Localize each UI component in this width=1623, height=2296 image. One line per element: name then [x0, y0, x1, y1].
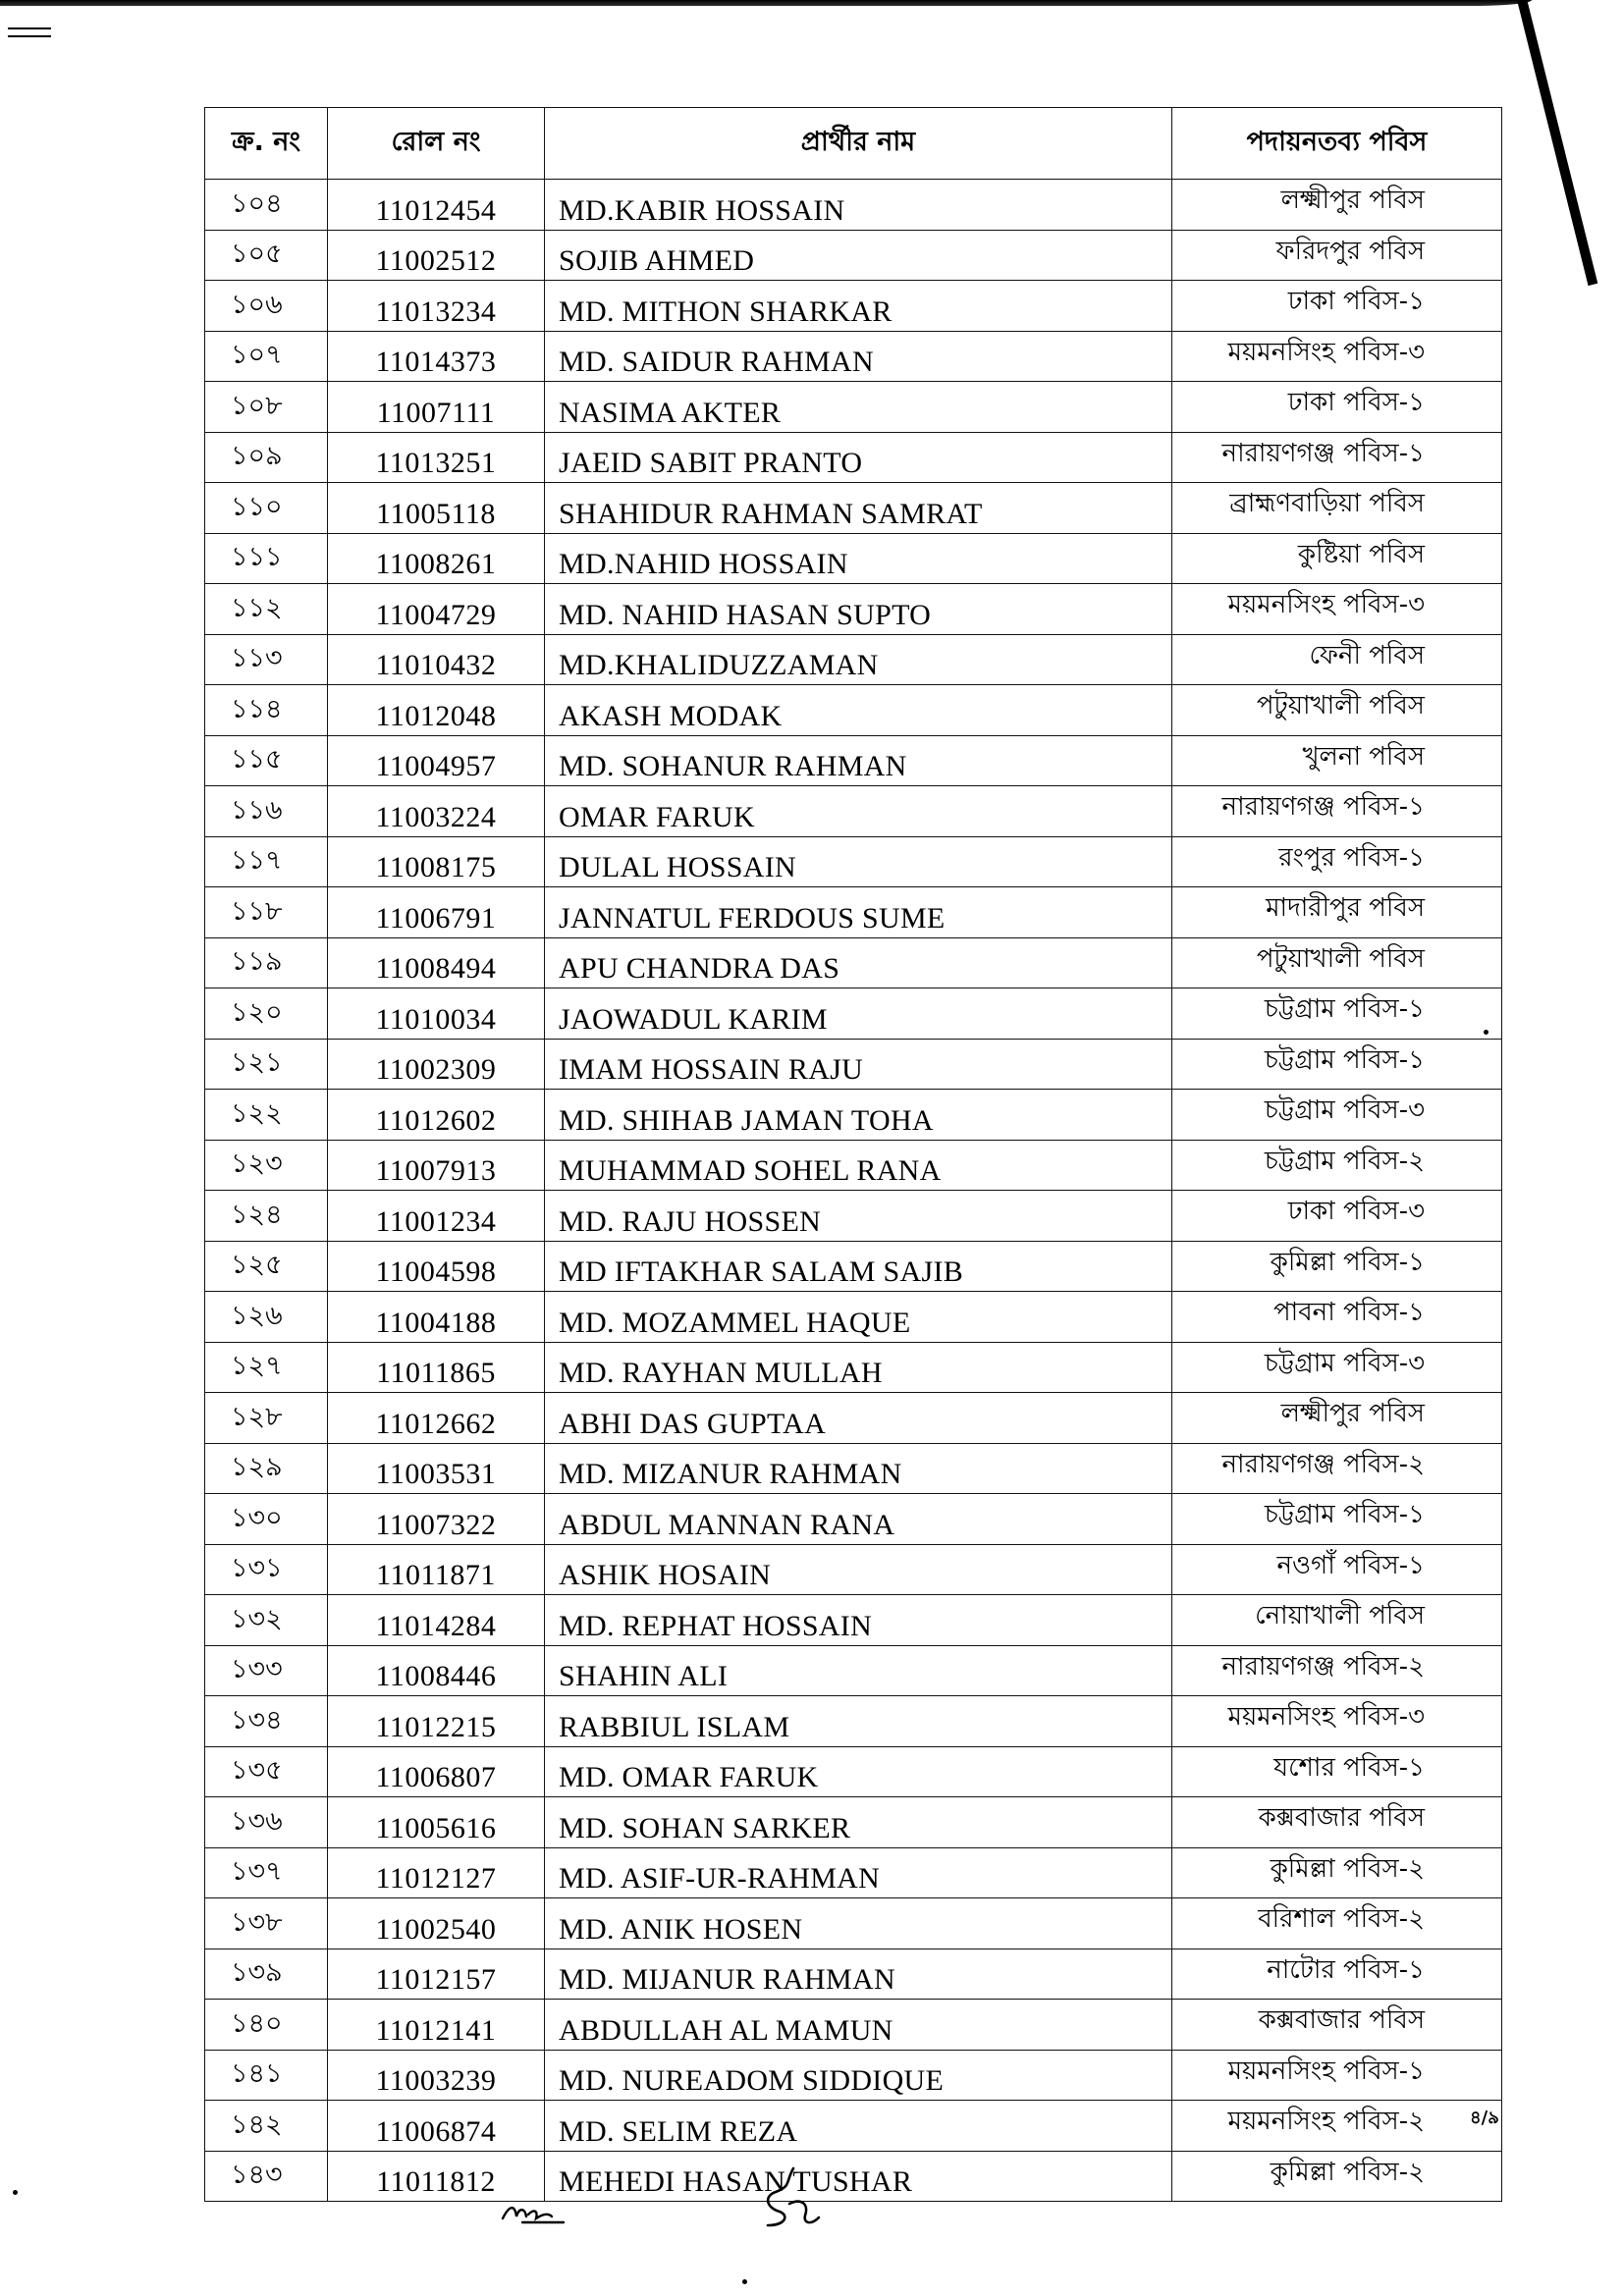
cell-office: চট্টগ্রাম পবিস-১	[1172, 1494, 1502, 1545]
cell-serial: ১১৫	[205, 735, 328, 786]
cell-serial: ১৩৩	[205, 1645, 328, 1696]
table-row	[205, 1645, 1502, 1696]
cell-roll: 11010432	[328, 634, 545, 685]
cell-roll: 11005118	[328, 483, 545, 534]
cell-serial: ১০৬	[205, 281, 328, 332]
cell-name: MD.KHALIDUZZAMAN	[545, 634, 1172, 685]
table-row	[205, 230, 1502, 281]
cell-office: ময়মনসিংহ পবিস-৩	[1172, 1696, 1502, 1747]
cell-serial: ১৩৯	[205, 1949, 328, 2000]
table-row	[205, 1140, 1502, 1191]
cell-name: ASHIK HOSAIN	[545, 1544, 1172, 1595]
cell-roll: 11008494	[328, 937, 545, 988]
cell-name: IMAM HOSSAIN RAJU	[545, 1039, 1172, 1090]
table-row	[205, 1039, 1502, 1090]
cell-serial: ১২৯	[205, 1443, 328, 1494]
cell-name: OMAR FARUK	[545, 786, 1172, 837]
cell-office: পাবনা পবিস-১	[1172, 1292, 1502, 1343]
cell-name: JAEID SABIT PRANTO	[545, 432, 1172, 483]
table-row	[205, 1292, 1502, 1343]
cell-serial: ১১৭	[205, 836, 328, 887]
cell-office: লক্ষ্মীপুর পবিস	[1172, 180, 1502, 231]
table-row	[205, 584, 1502, 635]
table-row	[205, 1949, 1502, 2000]
cell-serial: ১২৭	[205, 1342, 328, 1393]
cell-office: ঢাকা পবিস-৩	[1172, 1191, 1502, 1242]
stray-mark	[742, 2279, 747, 2284]
table-row	[205, 735, 1502, 786]
cell-office: নারায়ণগঞ্জ পবিস-১	[1172, 786, 1502, 837]
table-row	[205, 533, 1502, 584]
table-row	[205, 988, 1502, 1040]
cell-office: ময়মনসিংহ পবিস-২	[1172, 2101, 1502, 2152]
cell-name: SOJIB AHMED	[545, 230, 1172, 281]
cell-name: MD. MIJANUR RAHMAN	[545, 1949, 1172, 2000]
cell-office: নওগাঁ পবিস-১	[1172, 1544, 1502, 1595]
cell-name: APU CHANDRA DAS	[545, 937, 1172, 988]
table-row	[205, 1191, 1502, 1242]
cell-office: কুষ্টিয়া পবিস	[1172, 533, 1502, 584]
cell-serial: ১০৯	[205, 432, 328, 483]
table-row	[205, 483, 1502, 534]
cell-serial: ১১৮	[205, 887, 328, 938]
cell-office: কুমিল্লা পবিস-২	[1172, 2151, 1502, 2202]
cell-serial: ১৩৬	[205, 1797, 328, 1848]
table-row	[205, 1393, 1502, 1444]
cell-roll: 11012157	[328, 1949, 545, 2000]
cell-office: চট্টগ্রাম পবিস-১	[1172, 1039, 1502, 1090]
cell-name: MD. ASIF-UR-RAHMAN	[545, 1847, 1172, 1898]
cell-roll: 11005616	[328, 1797, 545, 1848]
table-row	[205, 634, 1502, 685]
cell-office: খুলনা পবিস	[1172, 735, 1502, 786]
cell-office: নাটোর পবিস-১	[1172, 1949, 1502, 2000]
candidate-posting-table	[204, 107, 1502, 2202]
table-row	[205, 1797, 1502, 1848]
cell-roll: 11002309	[328, 1039, 545, 1090]
cell-name: MD. SELIM REZA	[545, 2101, 1172, 2152]
table-row	[205, 836, 1502, 887]
cell-name: MD. SAIDUR RAHMAN	[545, 331, 1172, 382]
header-serial: ক্র. নং	[205, 108, 328, 180]
scan-edge-right	[1517, 0, 1597, 286]
cell-office: কক্সবাজার পবিস	[1172, 2000, 1502, 2051]
cell-serial: ১৩৫	[205, 1746, 328, 1797]
cell-name: DULAL HOSSAIN	[545, 836, 1172, 887]
cell-serial: ১১৩	[205, 634, 328, 685]
cell-roll: 11014284	[328, 1595, 545, 1646]
stray-mark	[13, 2190, 18, 2195]
cell-serial: ১১২	[205, 584, 328, 635]
table-row	[205, 1443, 1502, 1494]
table-row	[205, 1847, 1502, 1898]
cell-name: MUHAMMAD SOHEL RANA	[545, 1140, 1172, 1191]
cell-roll: 11008175	[328, 836, 545, 887]
cell-serial: ১৩১	[205, 1544, 328, 1595]
cell-serial: ১২৬	[205, 1292, 328, 1343]
cell-roll: 11012127	[328, 1847, 545, 1898]
cell-office: যশোর পবিস-১	[1172, 1746, 1502, 1797]
table-row	[205, 1494, 1502, 1545]
cell-office: ময়মনসিংহ পবিস-৩	[1172, 331, 1502, 382]
cell-serial: ১২৮	[205, 1393, 328, 1444]
cell-roll: 11002512	[328, 230, 545, 281]
header-office: পদায়নতব্য পবিস	[1172, 108, 1502, 180]
cell-office: ফরিদপুর পবিস	[1172, 230, 1502, 281]
cell-serial: ১৩৪	[205, 1696, 328, 1747]
cell-serial: ১১৬	[205, 786, 328, 837]
cell-name: MD. NAHID HASAN SUPTO	[545, 584, 1172, 635]
cell-name: ABDUL MANNAN RANA	[545, 1494, 1172, 1545]
cell-serial: ১১০	[205, 483, 328, 534]
cell-serial: ১০৫	[205, 230, 328, 281]
cell-serial: ১৩৮	[205, 1898, 328, 1949]
cell-name: MD. REPHAT HOSSAIN	[545, 1595, 1172, 1646]
cell-name: MD. RAJU HOSSEN	[545, 1191, 1172, 1242]
cell-roll: 11011871	[328, 1544, 545, 1595]
cell-office: ঢাকা পবিস-১	[1172, 382, 1502, 433]
cell-office: কুমিল্লা পবিস-২	[1172, 1847, 1502, 1898]
table-row	[205, 1544, 1502, 1595]
cell-roll: 11002540	[328, 1898, 545, 1949]
cell-name: SHAHIN ALI	[545, 1645, 1172, 1696]
cell-roll: 11004729	[328, 584, 545, 635]
cell-roll: 11010034	[328, 988, 545, 1040]
cell-roll: 11013251	[328, 432, 545, 483]
table-row	[205, 180, 1502, 231]
cell-office: মাদারীপুর পবিস	[1172, 887, 1502, 938]
cell-name: MD. MIZANUR RAHMAN	[545, 1443, 1172, 1494]
header-name: প্রার্থীর নাম	[545, 108, 1172, 180]
cell-office: চট্টগ্রাম পবিস-১	[1172, 988, 1502, 1040]
cell-serial: ১০৮	[205, 382, 328, 433]
cell-office: কক্সবাজার পবিস	[1172, 1797, 1502, 1848]
cell-serial: ১১১	[205, 533, 328, 584]
table-header-row	[205, 108, 1502, 180]
cell-serial: ১৩০	[205, 1494, 328, 1545]
cell-serial: ১২২	[205, 1090, 328, 1141]
table-row	[205, 281, 1502, 332]
cell-name: MD. SOHAN SARKER	[545, 1797, 1172, 1848]
cell-serial: ১৪০	[205, 2000, 328, 2051]
cell-office: পটুয়াখালী পবিস	[1172, 685, 1502, 736]
cell-serial: ১৩৭	[205, 1847, 328, 1898]
table-row	[205, 1342, 1502, 1393]
scan-edge-top	[0, 0, 1532, 6]
cell-serial: ১২৩	[205, 1140, 328, 1191]
scan-margin-mark	[8, 27, 51, 49]
cell-office: ফেনী পবিস	[1172, 634, 1502, 685]
cell-serial: ১২০	[205, 988, 328, 1040]
table-row	[205, 887, 1502, 938]
cell-name: ABHI DAS GUPTAA	[545, 1393, 1172, 1444]
cell-office: নারায়ণগঞ্জ পবিস-২	[1172, 1443, 1502, 1494]
cell-serial: ১২৪	[205, 1191, 328, 1242]
cell-roll: 11012048	[328, 685, 545, 736]
cell-name: RABBIUL ISLAM	[545, 1696, 1172, 1747]
table-row	[205, 331, 1502, 382]
cell-roll: 11008261	[328, 533, 545, 584]
table-row	[205, 786, 1502, 837]
cell-name: MD.NAHID HOSSAIN	[545, 533, 1172, 584]
cell-office: ময়মনসিংহ পবিস-৩	[1172, 584, 1502, 635]
cell-serial: ১৪২	[205, 2101, 328, 2152]
table-row	[205, 1090, 1502, 1141]
cell-office: চট্টগ্রাম পবিস-৩	[1172, 1090, 1502, 1141]
cell-name: AKASH MODAK	[545, 685, 1172, 736]
cell-name: MD. NUREADOM SIDDIQUE	[545, 2050, 1172, 2101]
handwritten-signature	[746, 2164, 835, 2233]
cell-name: MD. ANIK HOSEN	[545, 1898, 1172, 1949]
cell-roll: 11003224	[328, 786, 545, 837]
cell-office: ব্রাহ্মণবাড়িয়া পবিস	[1172, 483, 1502, 534]
cell-name: JANNATUL FERDOUS SUME	[545, 887, 1172, 938]
cell-name: NASIMA AKTER	[545, 382, 1172, 433]
cell-roll: 11013234	[328, 281, 545, 332]
cell-roll: 11012662	[328, 1393, 545, 1444]
handwritten-initial	[499, 2193, 577, 2228]
cell-office: ময়মনসিংহ পবিস-১	[1172, 2050, 1502, 2101]
cell-serial: ১০৭	[205, 331, 328, 382]
cell-name: MD.KABIR HOSSAIN	[545, 180, 1172, 231]
cell-name: ABDULLAH AL MAMUN	[545, 2000, 1172, 2051]
cell-roll: 11001234	[328, 1191, 545, 1242]
cell-roll: 11006807	[328, 1746, 545, 1797]
cell-serial: ১১৯	[205, 937, 328, 988]
cell-roll: 11004957	[328, 735, 545, 786]
cell-office: কুমিল্লা পবিস-১	[1172, 1241, 1502, 1292]
cell-serial: ১৪১	[205, 2050, 328, 2101]
cell-roll: 11011812	[328, 2151, 545, 2202]
cell-serial: ১৪৩	[205, 2151, 328, 2202]
cell-name: MD. SHIHAB JAMAN TOHA	[545, 1090, 1172, 1141]
table-row	[205, 1595, 1502, 1646]
cell-name: MD. OMAR FARUK	[545, 1746, 1172, 1797]
page-number: ৪/৯	[1470, 2108, 1499, 2128]
cell-roll: 11014373	[328, 331, 545, 382]
table-row	[205, 432, 1502, 483]
table-row	[205, 2151, 1502, 2202]
cell-office: বরিশাল পবিস-২	[1172, 1898, 1502, 1949]
cell-office: রংপুর পবিস-১	[1172, 836, 1502, 887]
cell-office: নারায়ণগঞ্জ পবিস-১	[1172, 432, 1502, 483]
table-row	[205, 937, 1502, 988]
stray-mark	[1484, 1030, 1488, 1035]
table-row	[205, 1898, 1502, 1949]
cell-office: পটুয়াখালী পবিস	[1172, 937, 1502, 988]
cell-roll: 11007322	[328, 1494, 545, 1545]
cell-name: MD. RAYHAN MULLAH	[545, 1342, 1172, 1393]
cell-name: SHAHIDUR RAHMAN SAMRAT	[545, 483, 1172, 534]
cell-roll: 11003239	[328, 2050, 545, 2101]
cell-office: নোয়াখালী পবিস	[1172, 1595, 1502, 1646]
cell-roll: 11006874	[328, 2101, 545, 2152]
cell-office: চট্টগ্রাম পবিস-৩	[1172, 1342, 1502, 1393]
table-row	[205, 2050, 1502, 2101]
table-row	[205, 1696, 1502, 1747]
table-row	[205, 2000, 1502, 2051]
cell-roll: 11006791	[328, 887, 545, 938]
cell-name: MD. SOHANUR RAHMAN	[545, 735, 1172, 786]
cell-office: লক্ষ্মীপুর পবিস	[1172, 1393, 1502, 1444]
table-row	[205, 1241, 1502, 1292]
cell-roll: 11008446	[328, 1645, 545, 1696]
cell-roll: 11007913	[328, 1140, 545, 1191]
cell-office: নারায়ণগঞ্জ পবিস-২	[1172, 1645, 1502, 1696]
cell-roll: 11007111	[328, 382, 545, 433]
cell-roll: 11012141	[328, 2000, 545, 2051]
table-row	[205, 2101, 1502, 2152]
cell-name: JAOWADUL KARIM	[545, 988, 1172, 1040]
cell-roll: 11004598	[328, 1241, 545, 1292]
cell-name: MD. MITHON SHARKAR	[545, 281, 1172, 332]
cell-office: ঢাকা পবিস-১	[1172, 281, 1502, 332]
table-row	[205, 382, 1502, 433]
cell-serial: ১০৪	[205, 180, 328, 231]
cell-serial: ১৩২	[205, 1595, 328, 1646]
table-row	[205, 1746, 1502, 1797]
cell-serial: ১২১	[205, 1039, 328, 1090]
cell-serial: ১১৪	[205, 685, 328, 736]
cell-roll: 11004188	[328, 1292, 545, 1343]
cell-roll: 11012602	[328, 1090, 545, 1141]
table-body	[205, 180, 1502, 2202]
cell-roll: 11011865	[328, 1342, 545, 1393]
cell-roll: 11003531	[328, 1443, 545, 1494]
table-row	[205, 685, 1502, 736]
cell-name: MD. MOZAMMEL HAQUE	[545, 1292, 1172, 1343]
cell-roll: 11012454	[328, 180, 545, 231]
header-roll: রোল নং	[328, 108, 545, 180]
cell-serial: ১২৫	[205, 1241, 328, 1292]
cell-name: MD IFTAKHAR SALAM SAJIB	[545, 1241, 1172, 1292]
cell-office: চট্টগ্রাম পবিস-২	[1172, 1140, 1502, 1191]
cell-roll: 11012215	[328, 1696, 545, 1747]
cell-name: MEHEDI HASAN TUSHAR	[545, 2151, 1172, 2202]
